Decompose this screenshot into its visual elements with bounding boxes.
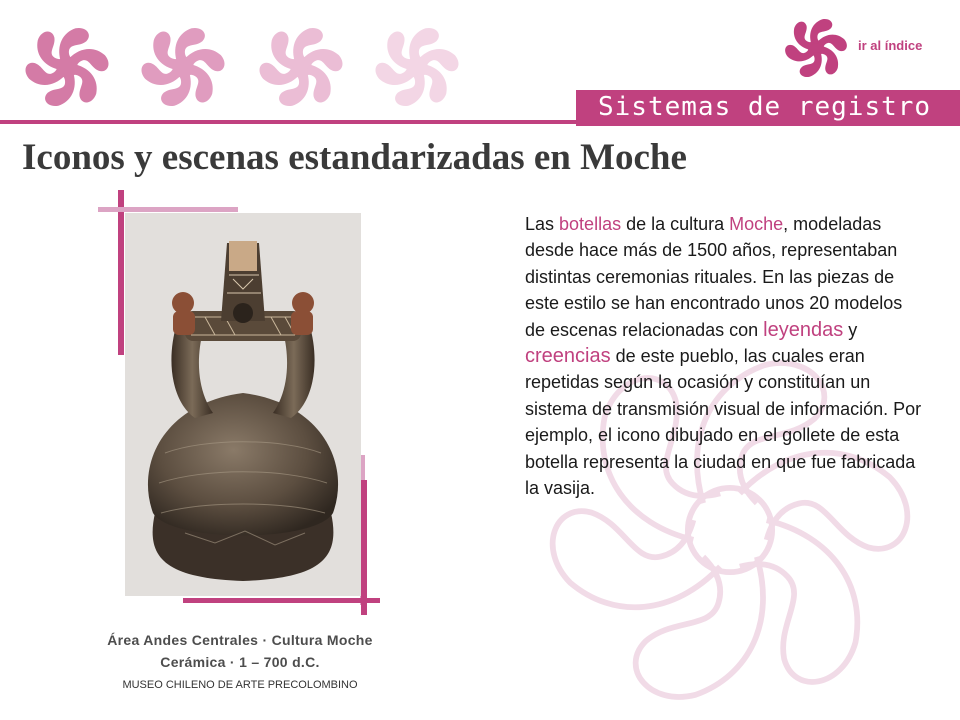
- swirl-logo-icon: [140, 24, 226, 110]
- text-segment: , modeladas desde hace más de 1500 años, representaban distintas ceremonias rituales. En las piezas de este estilo se han encontrado unos 20 modelos de escenas relacionadas con: [525, 214, 903, 340]
- caption-region: Área Andes Centrales · Cultura Moche: [107, 632, 373, 648]
- index-link[interactable]: ir al índice: [858, 38, 923, 53]
- text-segment: Las: [525, 214, 560, 234]
- ceramic-bottle-photo: [125, 213, 361, 596]
- text-segment: de este pueblo, las cuales eran repetidas según la ocasión y constituían un sistema de transmisión visual de información. Por ejemplo, el icono dibujado en el gollete de esta botella representa la ciudad en que fue fabricada la vasija.: [525, 346, 922, 499]
- text-segment: y: [843, 319, 858, 340]
- keyword-leyendas: leyendas: [763, 318, 844, 341]
- caption-museum: MUSEO CHILENO DE ARTE PRECOLOMBINO: [122, 679, 358, 691]
- swirl-logo-icon: [374, 24, 460, 110]
- keyword-moche: Moche: [729, 214, 784, 234]
- keyword-botellas: botellas: [559, 214, 622, 234]
- caption-date: Cerámica · 1 – 700 d.C.: [160, 654, 320, 670]
- swirl-logo-icon: [24, 24, 110, 110]
- frame-line: [98, 207, 238, 212]
- frame-line: [361, 480, 367, 615]
- index-swirl-icon[interactable]: [784, 16, 848, 80]
- section-title: Sistemas de registro: [598, 92, 932, 122]
- page-title: Iconos y escenas estandarizadas en Moche: [22, 137, 687, 178]
- keyword-creencias: creencias: [525, 345, 611, 368]
- description-paragraph: [525, 211, 925, 501]
- frame-line: [183, 598, 380, 603]
- frame-line: [118, 190, 124, 355]
- text-segment: de la cultura: [621, 214, 730, 234]
- swirl-logo-icon: [258, 24, 344, 110]
